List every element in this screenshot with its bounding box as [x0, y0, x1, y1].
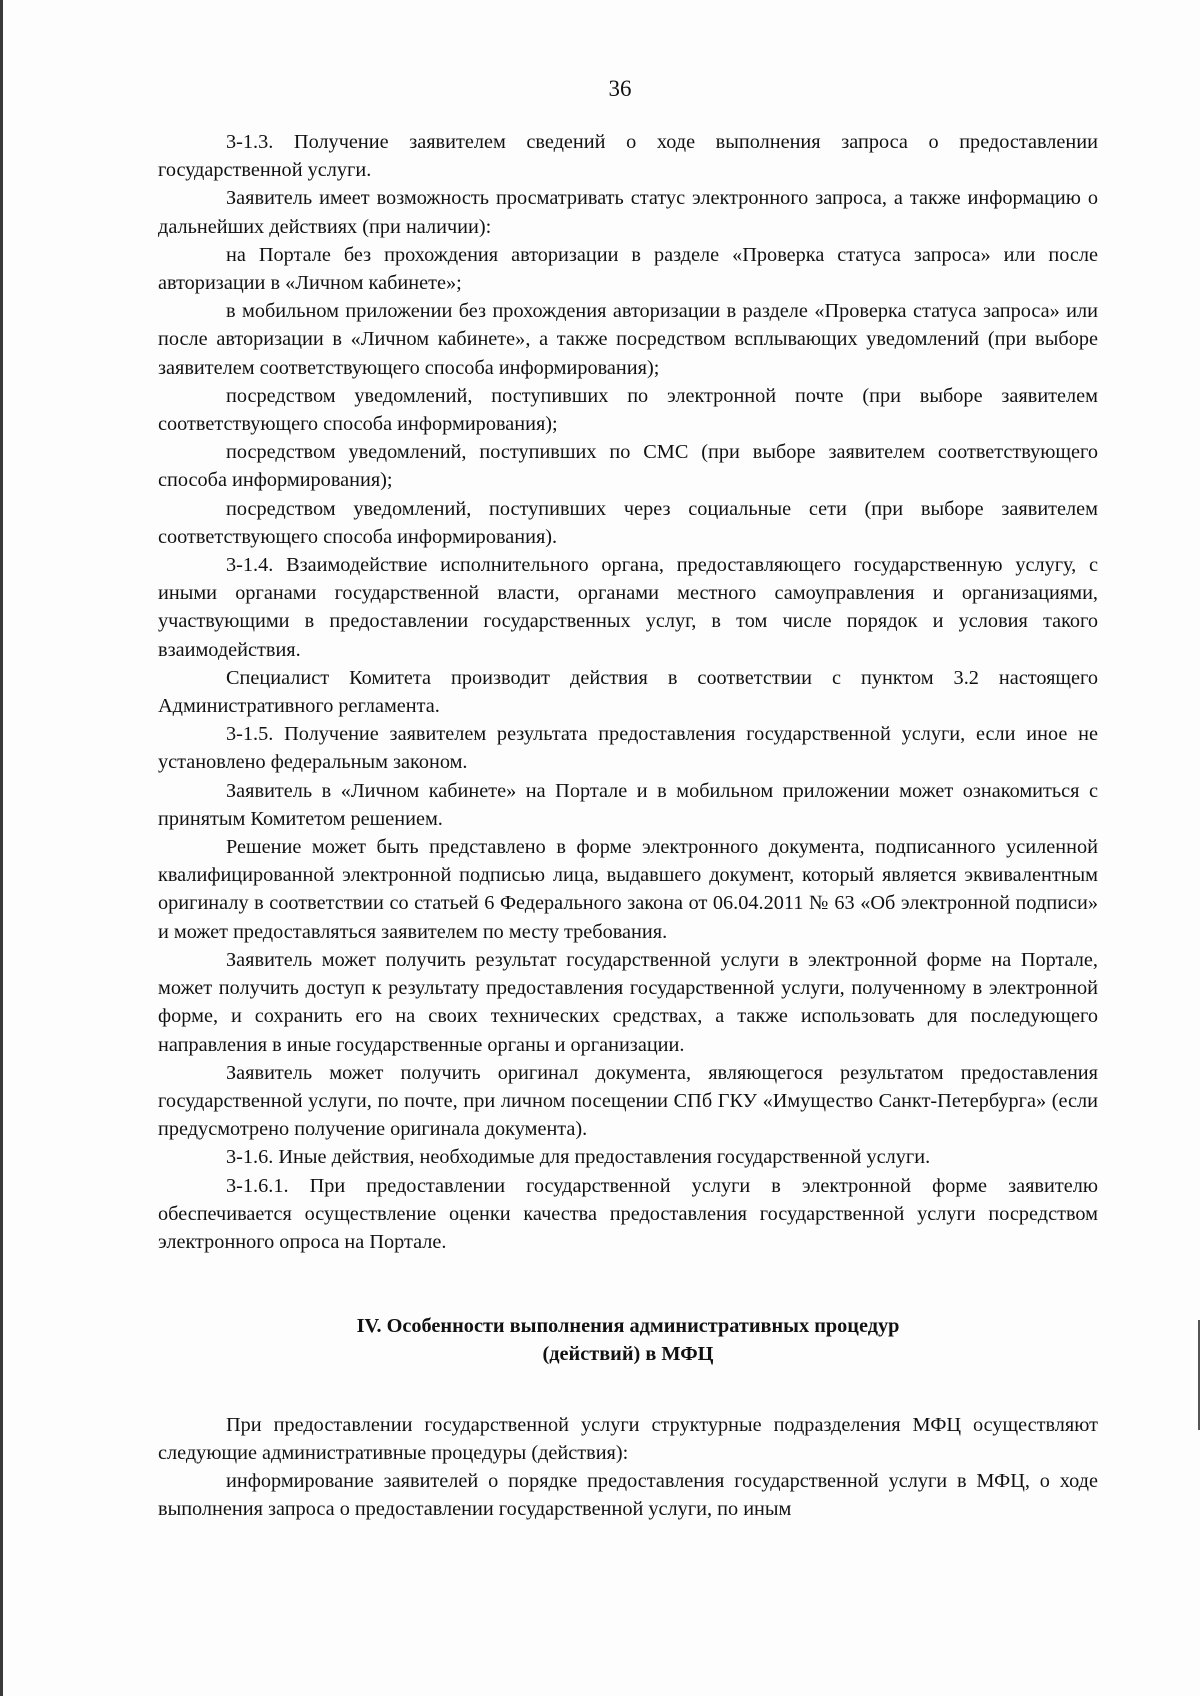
- paragraph: в мобильном приложении без прохождения авторизации в разделе «Проверка статуса запроса» или после авторизации в «Личном кабинете», а также посредством всплывающих уведомлений (при выборе заявителем соответствующего способа информирования);: [158, 300, 1098, 379]
- paragraph: Решение может быть представлено в форме электронного документа, подписанного усиленной квалифицированной электронной подписью лица, выдавшего документ, который является эквивалентным оригиналу в соответствии со статьей 6 Федерального закона от 06.04.2011 № 63 «Об электронной подписи» и может предоставляться заявителем по месту требования.: [158, 836, 1098, 943]
- paragraph: 3-1.6. Иные действия, необходимые для предоставления государственной услуги.: [226, 1146, 931, 1169]
- paragraph: информирование заявителей о порядке предоставления государственной услуги в МФЦ, о ходе выполнения запроса о предоставлении государственной услуги, по иным: [158, 1469, 1098, 1521]
- page-number: 36: [608, 76, 632, 101]
- paragraph: 3-1.3. Получение заявителем сведений о ходе выполнения запроса о предоставлении государственной услуги.: [158, 131, 1098, 182]
- paragraph: Заявитель имеет возможность просматривать статус электронного запроса, а также информацию о дальнейших действиях (при наличии):: [158, 187, 1098, 238]
- document-body: [158, 128, 1098, 1523]
- section-heading-line2: (действий) в МФЦ: [542, 1343, 714, 1366]
- paragraph: Заявитель может получить оригинал документа, являющегося результатом предоставления государственной услуги, по почте, при личном посещении СПб ГКУ «Имущество Санкт-Петербурга» (если предусмотрено получение оригинала документа).: [158, 1061, 1098, 1141]
- paragraph: Заявитель может получить результат государственной услуги в электронной форме на Портале, может получить доступ к результату предоставления государственной услуги, полученному в электронной форме, и сохранить его на своих технических средствах, а также использовать для последующего направления в иные государственные органы и организации.: [158, 948, 1098, 1056]
- scan-edge-left: [0, 0, 3, 1696]
- spacer: [158, 1256, 1098, 1312]
- paragraph: 3-1.4. Взаимодействие исполнительного органа, предоставляющего государственную услугу, с иными органами государственной власти, органами местного самоуправления и организациями, участвующими в предоставлении государственных услуг, в том числе порядок и условия такого взаимодействия.: [158, 554, 1098, 661]
- spacer: [158, 1369, 1098, 1411]
- paragraph: 3-1.5. Получение заявителем результата предоставления государственной услуги, если иное не установлено федеральным законом.: [158, 723, 1098, 774]
- paragraph: Заявитель в «Личном кабинете» на Портале и в мобильном приложении может ознакомиться с принятым Комитетом решением.: [158, 779, 1098, 830]
- paragraph: 3-1.6.1. При предоставлении государственной услуги в электронной форме заявителю обеспечивается осуществление оценки качества предоставления государственной услуги посредством электронного опроса на Портале.: [158, 1174, 1098, 1253]
- section-heading-line1: IV. Особенности выполнения административных процедур: [356, 1315, 900, 1338]
- paragraph: При предоставлении государственной услуги структурные подразделения МФЦ осуществляют следующие административные процедуры (действия):: [158, 1413, 1098, 1464]
- paragraph: посредством уведомлений, поступивших по СМС (при выборе заявителем соответствующего способа информирования);: [158, 441, 1098, 492]
- paragraph: посредством уведомлений, поступивших через социальные сети (при выборе заявителем соответствующего способа информирования).: [158, 497, 1098, 548]
- paragraph: посредством уведомлений, поступивших по электронной почте (при выборе заявителем соответствующего способа информирования);: [158, 384, 1098, 436]
- paragraph: Специалист Комитета производит действия в соответствии с пунктом 3.2 настоящего Административного регламента.: [158, 666, 1098, 718]
- paragraph: на Портале без прохождения авторизации в разделе «Проверка статуса запроса» или после авторизации в «Личном кабинете»;: [158, 243, 1098, 295]
